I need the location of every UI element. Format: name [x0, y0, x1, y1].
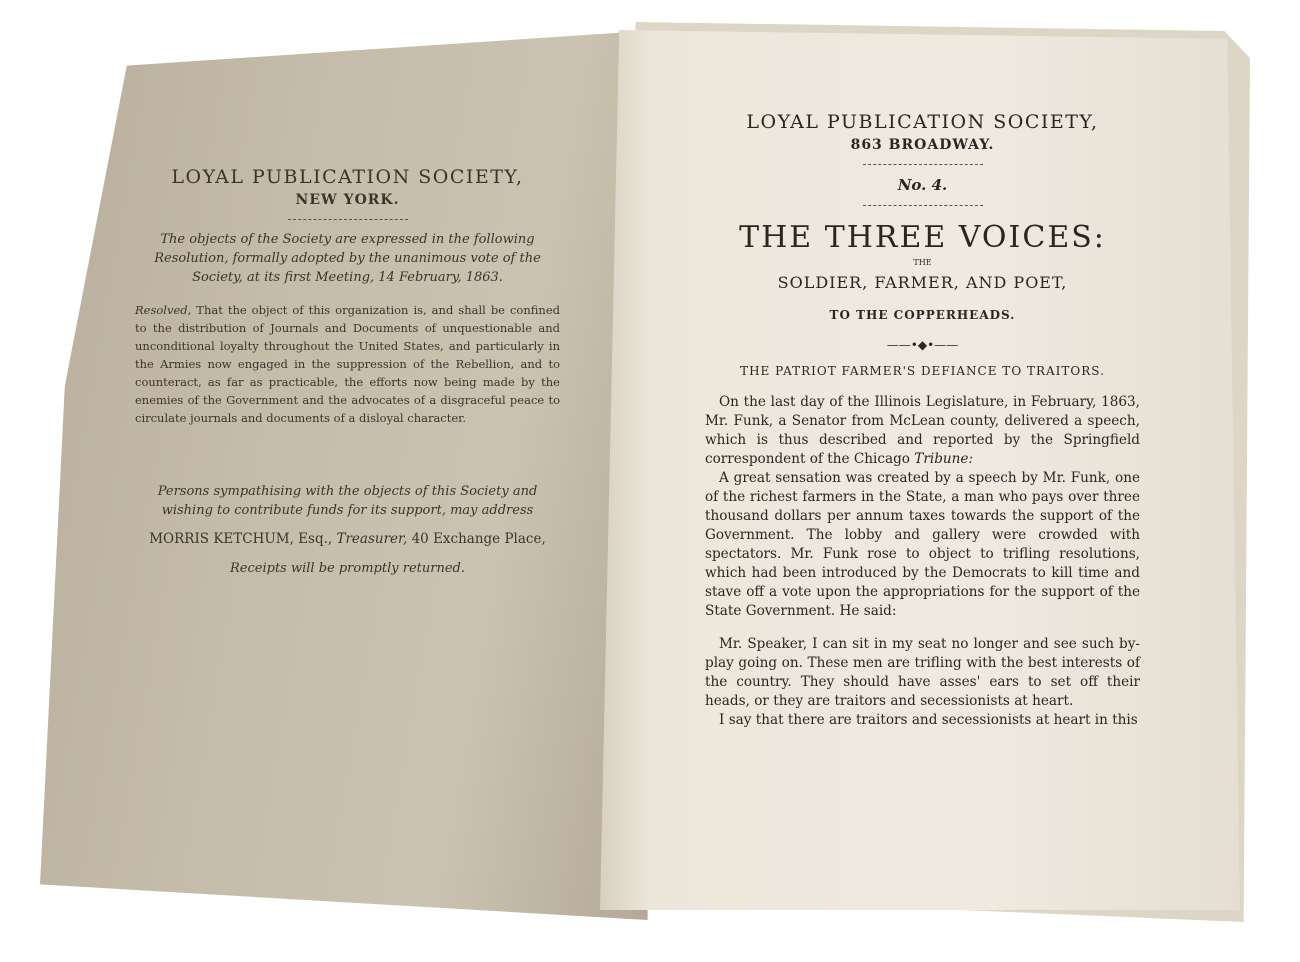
- resolution-text: That the object of this organization is, and shall be confined to the distribution of Journals and Documents of unquestionable and unconditional loyalty throughout the United States, and particularly in the Armies now engaged in the suppression of the Rebellion, and to counteract, as far as practicable, the efforts now being made by the enemies of the Government and the advocates of a disgraceful peace to circulate journals and documents of a disloyal character.: [135, 303, 560, 425]
- right-heading: LOYAL PUBLICATION SOCIETY,: [746, 111, 1099, 133]
- issue-number: No. 4.: [897, 176, 948, 194]
- left-resolution: [135, 301, 560, 427]
- paragraph-4: I say that there are traitors and secessionists at heart in this: [719, 712, 1138, 728]
- treasurer-role: Treasurer,: [336, 531, 408, 547]
- pamphlet-subtitle-2: TO THE COPPERHEADS.: [829, 308, 1016, 322]
- paragraph-2: A great sensation was created by a speech by Mr. Funk, one of the richest farmers in the State, a man who pays over three thousand dollars per annum taxes towards the support of the Government. The lobby and gallery were crowded with spectators. Mr. Funk rose to object to trifling resolutions, which had been introduced by the Democrats to kill time and stave off a vote upon the appropriations for the support of the State Government. He said:: [705, 470, 1140, 619]
- ornament: ——•◆•——: [886, 338, 959, 352]
- title-the: THE: [913, 258, 932, 267]
- receipts-note: Receipts will be promptly returned.: [230, 561, 465, 576]
- right-page-content: [705, 110, 1140, 730]
- pamphlet-subtitle: SOLDIER, FARMER, AND POET,: [777, 273, 1068, 292]
- paragraph-1: [705, 393, 1140, 469]
- treasurer-line: [135, 530, 560, 549]
- divider: [863, 164, 983, 165]
- left-page-content: [135, 165, 560, 578]
- left-heading: LOYAL PUBLICATION SOCIETY,: [171, 166, 524, 188]
- left-subheading: NEW YORK.: [295, 192, 400, 208]
- paragraph-3: Mr. Speaker, I can sit in my seat no longer and see such by-play going on. These men are trifling with the best interests of the country. They should have asses' ears to set off their heads, or they are traitors and secessionists at heart.: [705, 636, 1140, 709]
- divider: [288, 219, 408, 220]
- left-intro: The objects of the Society are expressed in the following Resolution, formally adopted by the unanimous vote of the Society, at its first Meeting, 14 February, 1863.: [154, 232, 541, 285]
- divider: [863, 205, 983, 206]
- left-appeal: Persons sympathising with the objects of this Society and wishing to contribute funds for its support, may address: [157, 484, 538, 518]
- paragraph-1-text: On the last day of the Illinois Legislature, in February, 1863, Mr. Funk, a Senator from McLean county, delivered a speech, which is thus described and reported by the Springfield correspondent of the Chicago: [705, 394, 1140, 467]
- treasurer-name: MORRIS KETCHUM, Esq.,: [149, 531, 333, 547]
- section-heading: THE PATRIOT FARMER'S DEFIANCE TO TRAITORS.: [740, 364, 1105, 378]
- resolution-label: Resolved,: [135, 303, 192, 317]
- tribune: Tribune:: [914, 451, 974, 467]
- treasurer-address: 40 Exchange Place,: [411, 531, 546, 547]
- pamphlet-title: THE THREE VOICES:: [739, 220, 1106, 255]
- right-address: 863 BROADWAY.: [850, 137, 995, 153]
